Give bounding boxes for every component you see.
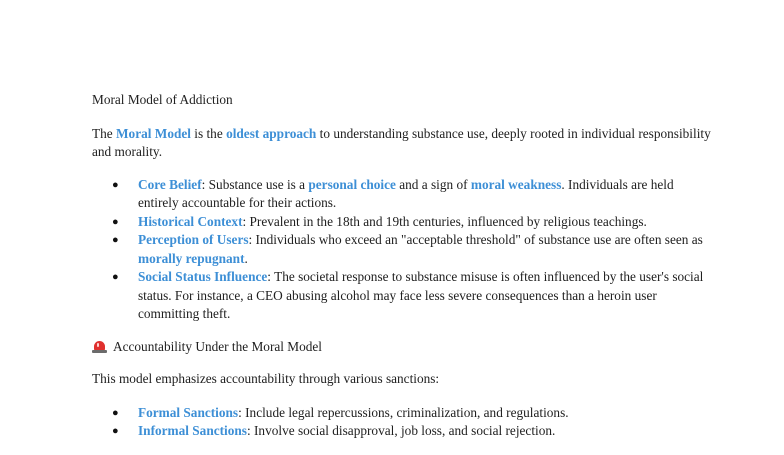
document-title: Moral Model of Addiction (92, 92, 233, 107)
list-item-text: : Substance use is a (201, 176, 309, 192)
list-item (92, 268, 712, 324)
highlight-personal-choice: personal choice (308, 176, 396, 192)
list-item-term: Core Belief (138, 176, 202, 192)
highlight-moral-weakness: moral weakness (470, 176, 562, 192)
highlight-morally-repugnant: morally repugnant (138, 250, 245, 266)
intro-text: is the (190, 125, 227, 141)
bullet-icon: ● (112, 215, 119, 228)
section-heading (92, 338, 712, 357)
intro-text: The (92, 125, 116, 141)
list-item-term: Social Status Influence (138, 269, 268, 284)
list-item-text: . (244, 250, 248, 266)
list-item-text: and a sign of (395, 176, 471, 192)
list-item-term: Historical Context (138, 213, 243, 229)
list-item (92, 404, 712, 423)
list-item-term: Informal Sanctions (138, 423, 247, 438)
siren-icon (92, 339, 107, 354)
bullet-icon: ● (112, 271, 119, 283)
highlight-moral-model: Moral Model (116, 125, 191, 141)
list-item-text: : Involve social disapproval, job loss, and social rejection. (246, 423, 556, 438)
list-item-text: : Include legal repercussions, criminalization, and regulations. (238, 404, 569, 420)
highlight-oldest-approach: oldest approach (226, 125, 317, 141)
model-characteristics-list (92, 176, 712, 324)
list-item-text: . Individuals are held entirely accountable for their actions. (138, 176, 674, 210)
section-heading-text: Accountability Under the Moral Model (113, 338, 323, 354)
list-item-term: Perception of Users (138, 232, 249, 247)
list-item-text: : The societal response to substance misuse is often influenced by the user's social status. For instance, a CEO abusing alcohol may face less severe consequences than a heroin user committing theft. (138, 269, 704, 321)
list-item-term: Formal Sanctions (138, 404, 239, 420)
section-intro: This model emphasizes accountability through various sanctions: (92, 371, 440, 386)
list-item-text: : Prevalent in the 18th and 19th centuries, influenced by religious teachings. (242, 213, 647, 229)
bullet-icon: ● (112, 178, 119, 191)
intro-paragraph (92, 125, 712, 162)
list-item (92, 231, 712, 268)
list-item (92, 213, 712, 232)
bullet-icon: ● (112, 234, 119, 246)
bullet-icon: ● (112, 406, 119, 419)
document-page (92, 91, 712, 455)
list-item (92, 422, 712, 441)
list-item-text: : Individuals who exceed an "acceptable threshold" of substance use are often seen as (248, 232, 703, 247)
bullet-icon: ● (112, 425, 119, 437)
intro-text: to understanding substance use, deeply rooted in individual responsibility and morality. (92, 125, 711, 159)
list-item (92, 176, 712, 213)
sanctions-list (92, 404, 712, 441)
